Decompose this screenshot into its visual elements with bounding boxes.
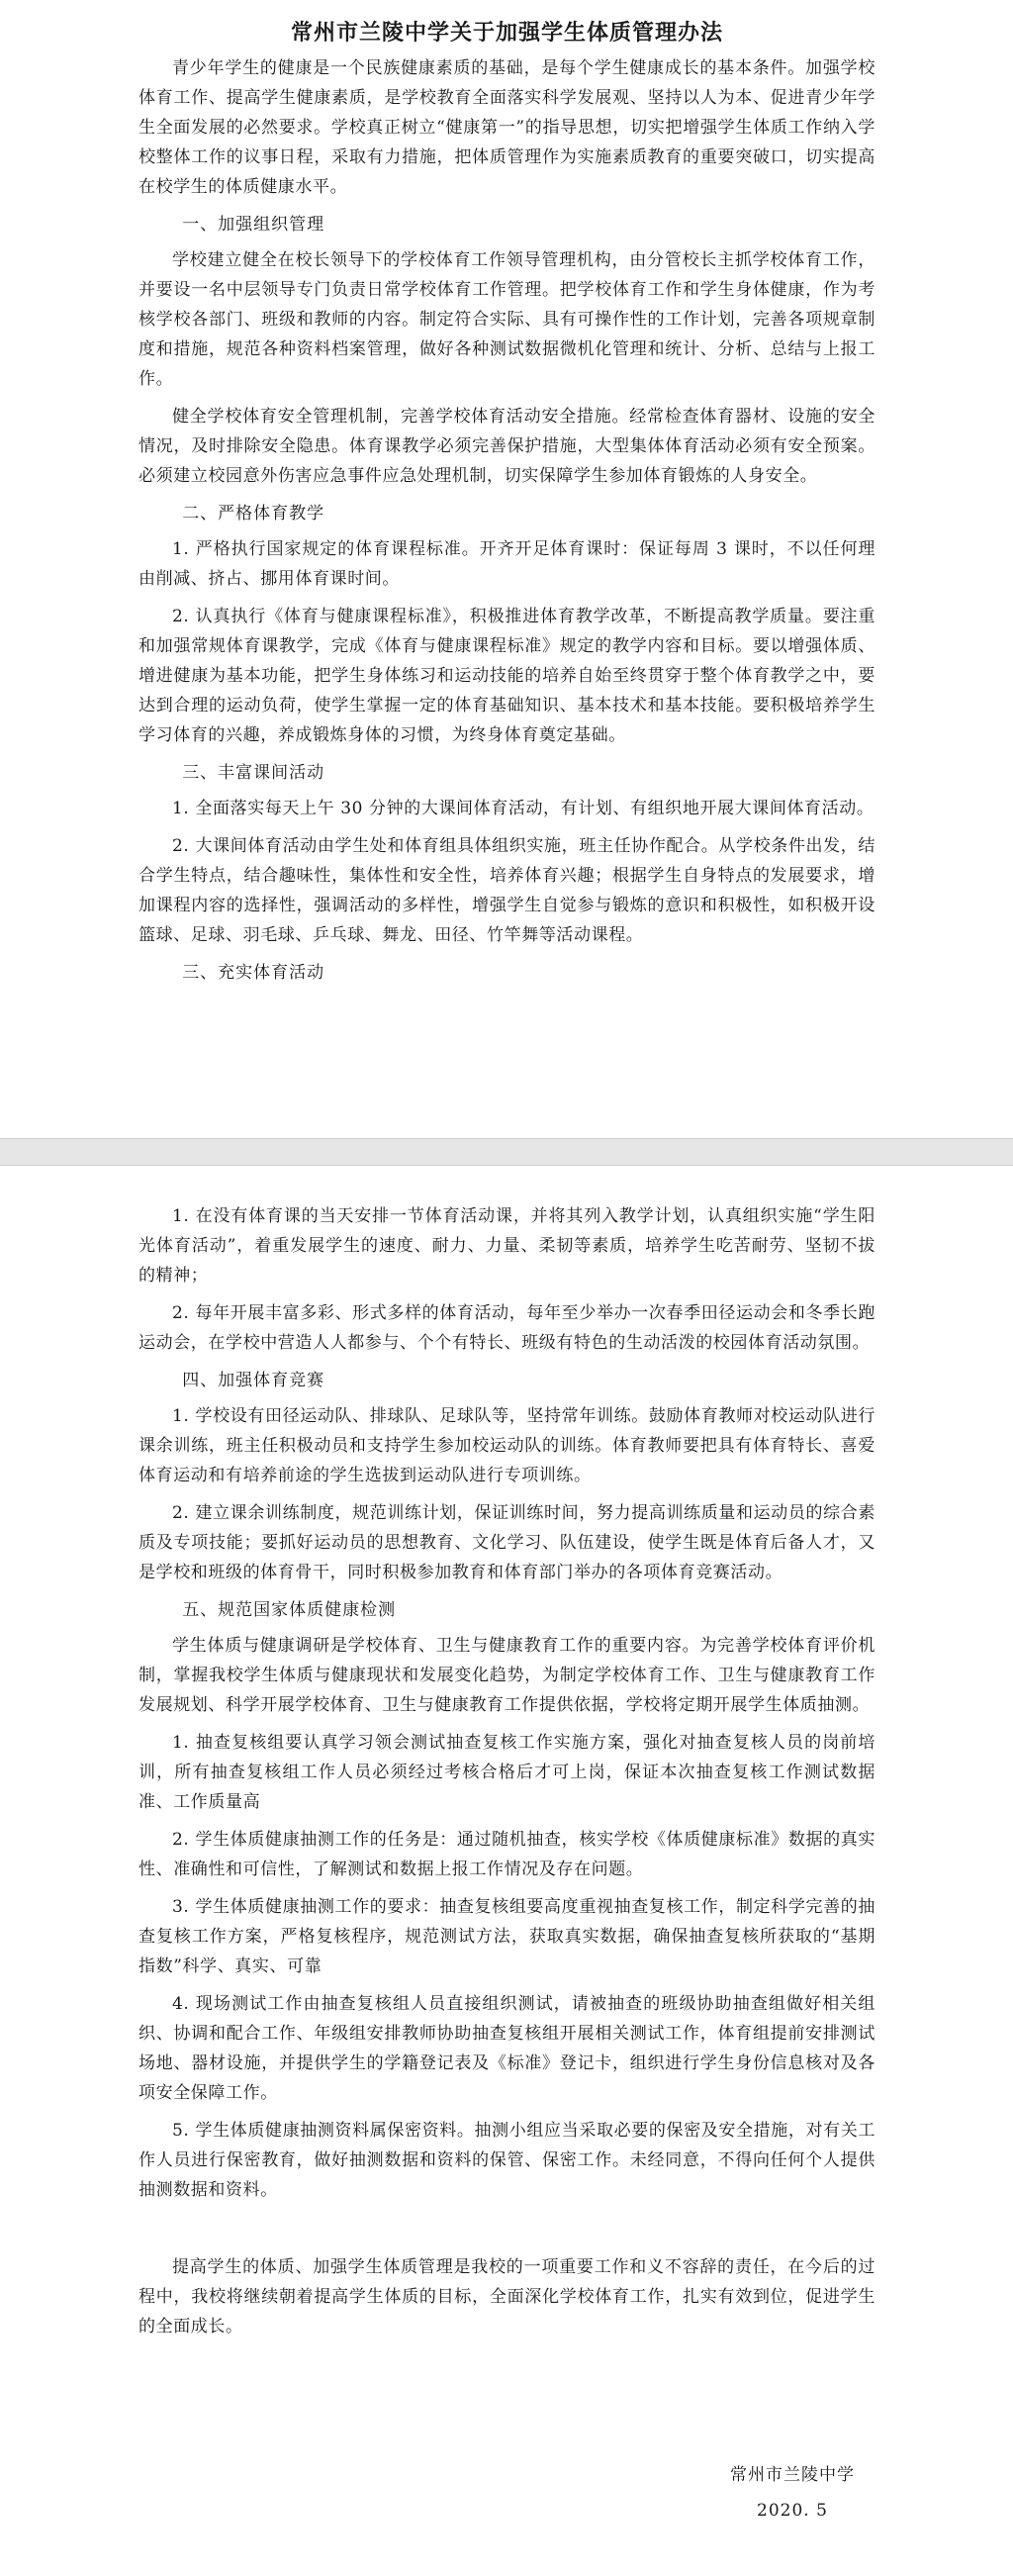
- competition-paragraph-2: 2. 建立课余训练制度，规范训练计划，保证训练时间，努力提高训练质量和运动员的综合素质及专项技能；要抓好运动员的思想教育、文化学习、队伍建设，使学生既是体育后备人才，又是学校和班级的体育骨干，同时积极参加教育和体育部门举办的各项体育竞赛活动。: [138, 1503, 875, 1582]
- section-heading-break-activities: 三、丰富课间活动: [182, 763, 325, 783]
- section-heading-competition: 四、加强体育竞赛: [182, 1371, 325, 1390]
- health-testing-item-3: 3. 学生体质健康抽测工作的要求：抽查复核组要高度重视抽查复核工作，制定科学完善的抽查复核工作方案，严格复核程序，规范测试方法，获取真实数据，确保抽查复核所获取的“基期指数”科学、真实、可靠: [138, 1897, 875, 1976]
- document-page-1: [0, 0, 1013, 1138]
- signature-block: [730, 2457, 855, 2528]
- signature-organization: 常州市兰陵中学: [730, 2465, 855, 2485]
- page-1-content: [138, 14, 875, 994]
- document-page-2: [0, 1166, 1013, 2576]
- health-testing-item-4: 4. 现场测试工作由抽查复核组人员直接组织测试，请被抽查的班级协助抽查组做好相关组织、协调和配合工作、年级组安排教师协助抽查复核组开展相关测试工作，体育组提前安排测试场地、器材设施，并提供学生的学籍登记表及《标准》登记卡，组织进行学生身份信息核对及各项安全保障工作。: [138, 1994, 875, 2103]
- sports-activities-paragraph-1: 1. 在没有体育课的当天安排一节体育活动课，并将其列入教学计划，认真组织实施“学生阳光体育活动”，着重发展学生的速度、耐力、力量、柔韧等素质，培养学生吃苦耐劳、坚韧不拔的精神；: [138, 1206, 875, 1286]
- signature-date: 2020. 5: [757, 2501, 828, 2521]
- section-heading-teaching: 二、严格体育教学: [182, 504, 325, 524]
- sports-activities-paragraph-2: 2. 每年开展丰富多彩、形式多样的体育活动，每年至少举办一次春季田径运动会和冬季长跑运动会，在学校中营造人人都参与、个个有特长、班级有特色的生动活泼的校园体育活动氛围。: [138, 1303, 875, 1353]
- page-separator: [0, 1138, 1013, 1166]
- page-2-content: [138, 1201, 875, 2349]
- closing-paragraph: 提高学生的体质、加强学生体质管理是我校的一项重要工作和义不容辞的责任，在今后的过程中，我校将继续朝着提高学生体质的目标，全面深化学校体育工作，扎实有效到位，促进学生的全面成长。: [138, 2257, 875, 2337]
- health-testing-intro: 学生体质与健康调研是学校体育、卫生与健康教育工作的重要内容。为完善学校体育评价机制，掌握我校学生体质与健康现状和发展变化趋势，为制定学校体育工作、卫生与健康教育工作发展规划、科学开展学校体育、卫生与健康教育工作提供依据，学校将定期开展学生体质抽测。: [138, 1636, 875, 1715]
- teaching-paragraph-1: 1. 严格执行国家规定的体育课程标准。开齐开足体育课时：保证每周 3 课时，不以任何理由削减、挤占、挪用体育课时间。: [138, 539, 875, 589]
- teaching-paragraph-2: 2. 认真执行《体育与健康课程标准》，积极推进体育教学改革，不断提高教学质量。要注重和加强常规体育课教学，完成《体育与健康课程标准》规定的教学内容和目标。要以增强体质、增进健康为基本功能，把学生身体练习和运动技能的培养自始至终贯穿于整个体育教学之中，要达到合理的运动负荷，使学生掌握一定的体育基础知识、基本技术和基本技能。要积极培养学生学习体育的兴趣，养成锻炼身体的习惯，为终身体育奠定基础。: [138, 607, 875, 745]
- break-activities-paragraph-1: 1. 全面落实每天上午 30 分钟的大课间体育活动，有计划、有组织地开展大课间体育活动。: [172, 799, 875, 818]
- organization-paragraph-1: 学校建立健全在校长领导下的学校体育工作领导管理机构，由分管校长主抓学校体育工作，并要设一名中层领导专门负责日常学校体育工作管理。把学校体育工作和学生身体健康，作为考核学校各部门、班级和教师的内容。制定符合实际、具有可操作性的工作计划，完善各项规章制度和措施，规范各种资料档案管理，做好各种测试数据微机化管理和统计、分析、总结与上报工作。: [138, 250, 875, 389]
- health-testing-item-2: 2. 学生体质健康抽测工作的任务是：通过随机抽查，核实学校《体质健康标准》数据的真实性、准确性和可信性，了解测试和数据上报工作情况及存在问题。: [138, 1830, 875, 1879]
- health-testing-item-1: 1. 抽查复核组要认真学习领会测试抽查复核工作实施方案，强化对抽查复核人员的岗前培训，所有抽查复核组工作人员必须经过考核合格后才可上岗，保证本次抽查复核工作测试数据准、工作质量高: [138, 1733, 875, 1812]
- intro-paragraph: 青少年学生的健康是一个民族健康素质的基础，是每个学生健康成长的基本条件。加强学校体育工作、提高学生健康素质，是学校教育全面落实科学发展观、坚持以人为本、促进青少年学生全面发展的必然要求。学校真正树立“健康第一”的指导思想，切实把增强学生体质工作纳入学校整体工作的议事日程，采取有力措施，把体质管理作为实施素质教育的重要突破口，切实提高在校学生的体质健康水平。: [138, 58, 875, 197]
- health-testing-item-5: 5. 学生体质健康抽测资料属保密资料。抽测小组应当采取必要的保密及安全措施，对有关工作人员进行保密教育，做好抽测数据和资料的保管、保密工作。未经同意，不得向任何个人提供抽测数据和资料。: [138, 2121, 875, 2200]
- section-heading-health-testing: 五、规范国家体质健康检测: [182, 1600, 397, 1620]
- break-activities-paragraph-2: 2. 大课间体育活动由学生处和体育组具体组织实施，班主任协作配合。从学校条件出发，结合学生特点，结合趣味性，集体性和安全性，培养体育兴趣；根据学生自身特点的发展要求，增加课程内容的选择性，强调活动的多样性，增强学生自觉参与锻炼的意识和积极性，如积极开设篮球、足球、羽毛球、乒乓球、舞龙、田径、竹竿舞等活动课程。: [138, 836, 875, 945]
- section-heading-organization: 一、加强组织管理: [182, 215, 325, 235]
- competition-paragraph-1: 1. 学校设有田径运动队、排球队、足球队等，坚持常年训练。鼓励体育教师对校运动队进行课余训练，班主任积极动员和支持学生参加校运动队的训练。体育教师要把具有体育特长、喜爱体育运动和有培养前途的学生选拔到运动队进行专项训练。: [138, 1406, 875, 1485]
- section-heading-sports-activities: 三、充实体育活动: [182, 963, 325, 983]
- document-title: 常州市兰陵中学关于加强学生体质管理办法: [290, 21, 723, 46]
- organization-paragraph-2: 健全学校体育安全管理机制，完善学校体育活动安全措施。经常检查体育器材、设施的安全情况，及时排除安全隐患。体育课教学必须完善保护措施，大型集体体育活动必须有安全预案。必须建立校园意外伤害应急事件应急处理机制，切实保障学生参加体育锻炼的人身安全。: [138, 407, 875, 486]
